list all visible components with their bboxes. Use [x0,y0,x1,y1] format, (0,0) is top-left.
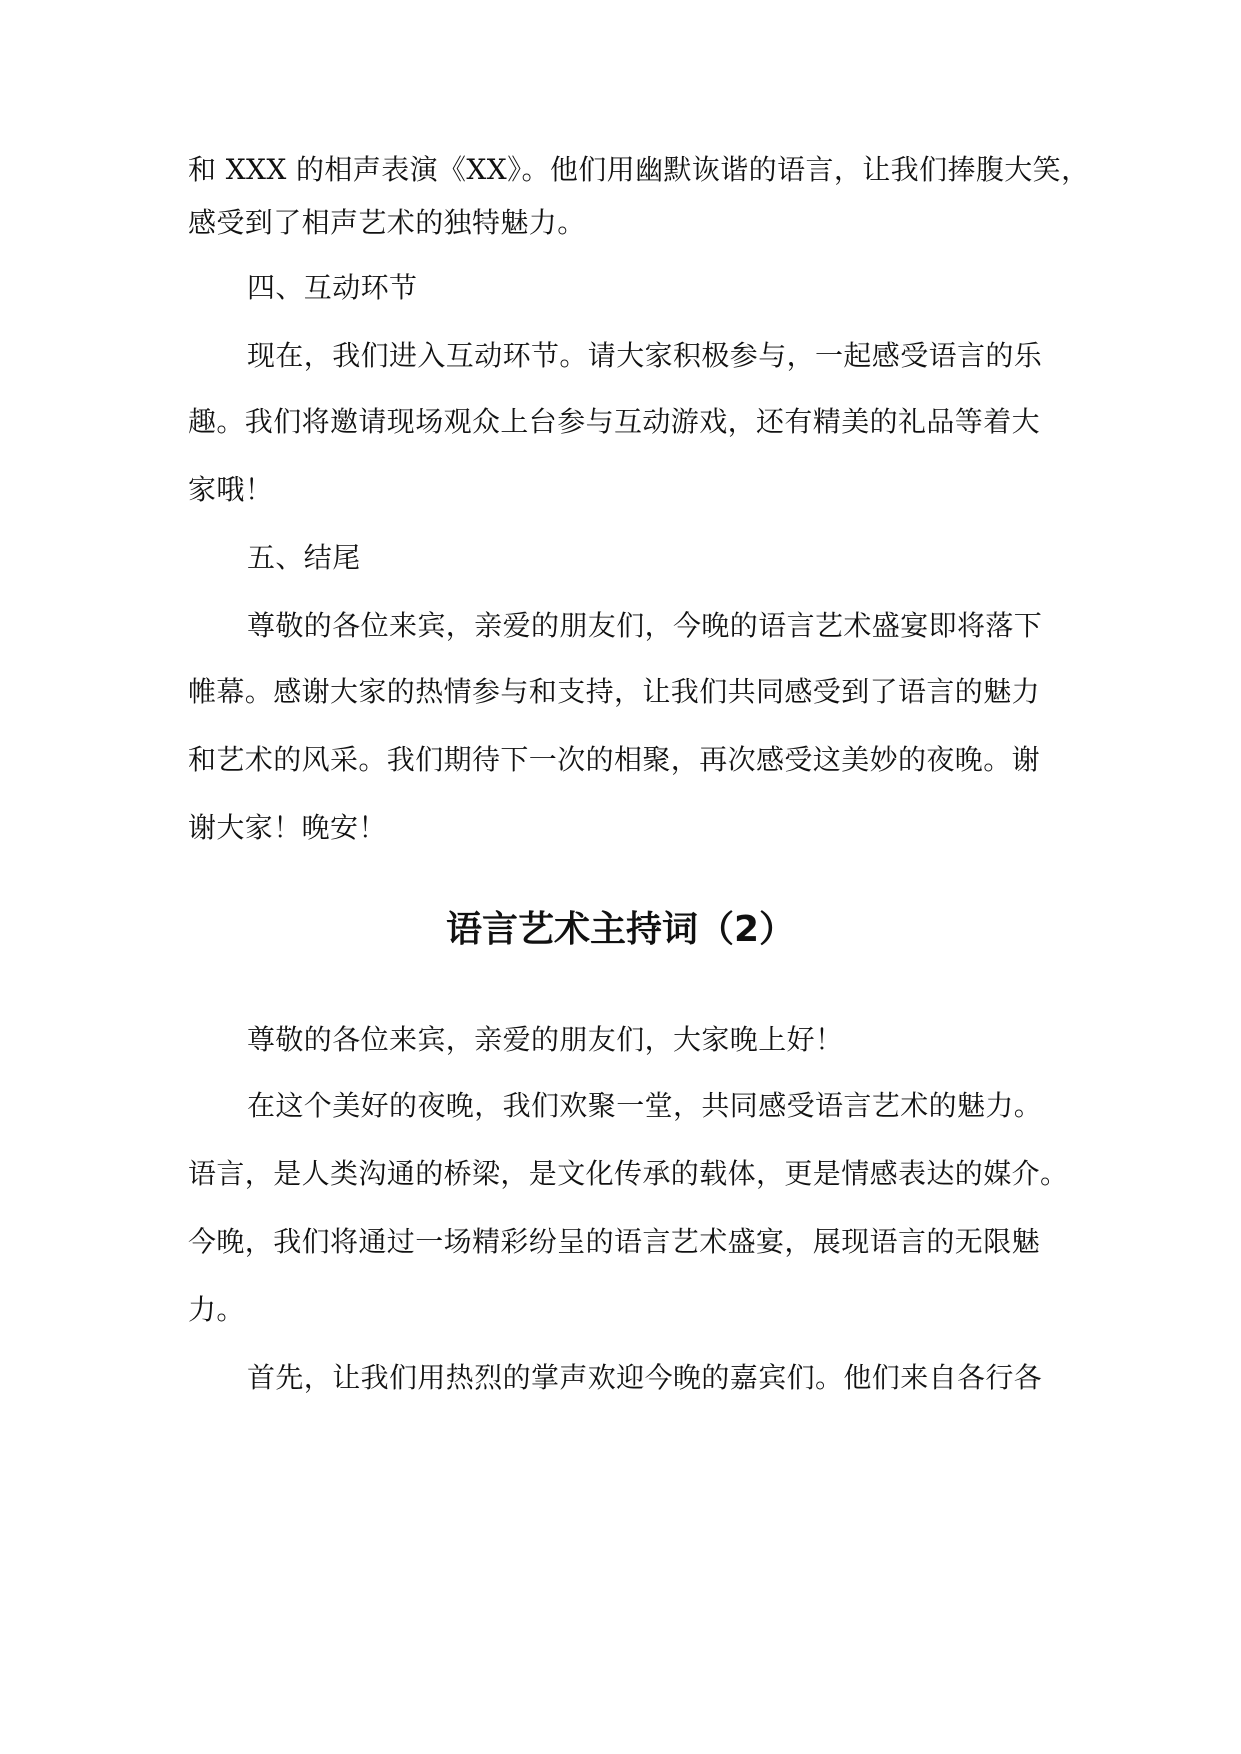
section-heading-interaction: 四、互动环节 [247,271,418,304]
paragraph-line: 首先，让我们用热烈的掌声欢迎今晚的嘉宾们。他们来自各行各 [247,1361,1043,1394]
paragraph-line: 感受到了相声艺术的独特魅力。 [188,206,586,239]
paragraph-line: 和艺术的风采。我们期待下一次的相聚，再次感受这美妙的夜晚。谢 [188,743,1041,776]
paragraph-line: 趣。我们将邀请现场观众上台参与互动游戏，还有精美的礼品等着大 [188,405,1041,438]
paragraph-line: 帷幕。感谢大家的热情参与和支持，让我们共同感受到了语言的魅力 [188,675,1041,708]
paragraph-line: 家哦！ [188,473,274,506]
paragraph-line: 和 XXX 的相声表演《XX》。他们用幽默诙谐的语言，让我们捧腹大笑， [188,153,1090,186]
section-heading-ending: 五、结尾 [247,541,361,574]
paragraph-line: 在这个美好的夜晚，我们欢聚一堂，共同感受语言艺术的魅力。 [247,1089,1043,1122]
paragraph-line: 尊敬的各位来宾，亲爱的朋友们，今晚的语言艺术盛宴即将落下 [247,609,1043,642]
paragraph-line: 语言，是人类沟通的桥梁，是文化传承的载体，更是情感表达的媒介。 [188,1157,1069,1190]
paragraph-line: 谢大家！晚安！ [188,811,387,844]
page-title: 语言艺术主持词（2） [445,909,796,950]
paragraph-line: 今晚，我们将通过一场精彩纷呈的语言艺术盛宴，展现语言的无限魅 [188,1225,1041,1258]
paragraph-line: 现在，我们进入互动环节。请大家积极参与，一起感受语言的乐 [247,339,1043,372]
paragraph-line: 力。 [188,1293,245,1326]
greeting-line: 尊敬的各位来宾，亲爱的朋友们，大家晚上好！ [247,1023,844,1056]
